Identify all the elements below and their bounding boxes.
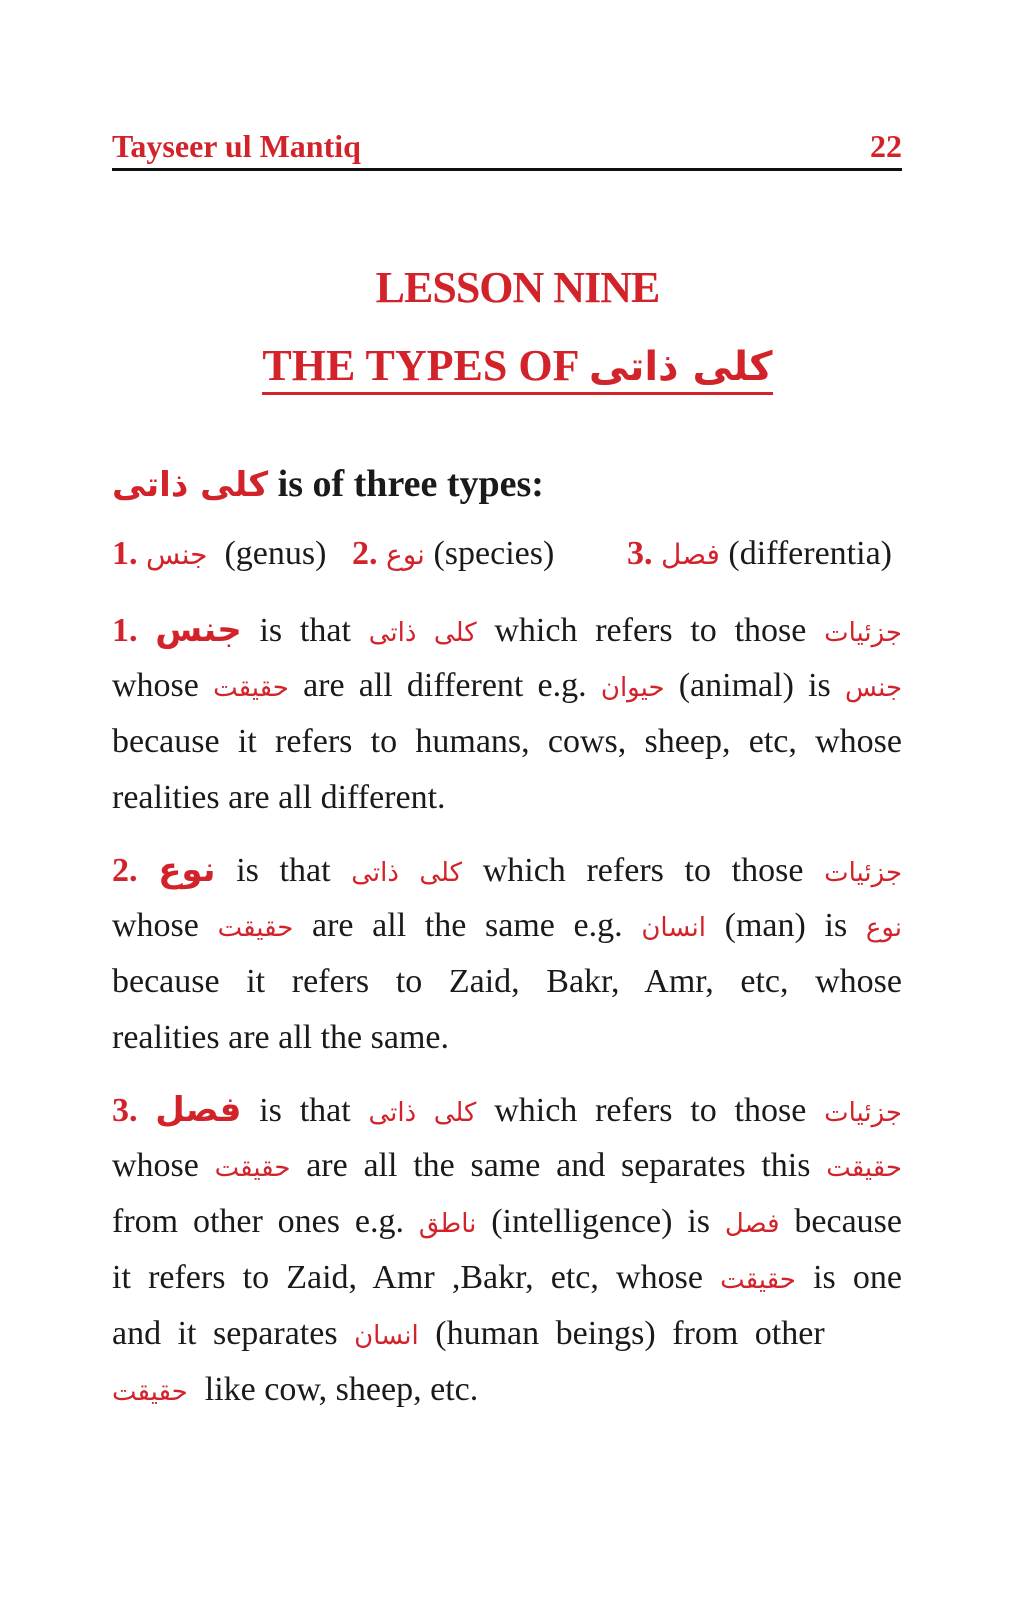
text-span: and it separates [112,1315,338,1352]
urdu-term: حیوان [600,673,665,703]
urdu-term: جزئیات [824,858,903,888]
text-span: (intelligence) is [491,1203,710,1240]
type-num: 2. [352,535,378,572]
text-span: which refers to those [494,612,807,649]
urdu-term: حقیقت [826,1153,902,1183]
urdu-term: حقیقت [214,1153,291,1183]
genus-line-4: realities are all different. [112,779,446,816]
urdu-term: حقیقت [217,913,294,943]
differentia-line-6 [112,1368,902,1414]
chapter-title-text: THE TYPES OF [262,341,578,390]
urdu-term: فصل [724,1209,780,1239]
types-list [112,535,902,573]
text-span: (human beings) from other [435,1315,825,1352]
genus-line-3: because it refers to humans, cows, sheep, etc, whose [112,723,902,760]
text-span: (man) is [724,907,848,944]
differentia-line-3 [112,1200,902,1246]
chapter-title-urdu: کلی ذاتی [588,344,773,390]
text-span: because [794,1203,902,1240]
type-urdu: نوع [386,538,425,571]
type-item-genus [112,535,326,572]
text-span: it refers to Zaid, Amr ,Bakr, etc, whose [112,1259,703,1296]
text-span: from other ones e.g. [112,1203,404,1240]
page-header [112,128,902,171]
section-term: فصل [155,1090,242,1130]
urdu-term: نوع [865,913,903,943]
urdu-term: حقیقت [112,1377,188,1407]
section-term: نوع [158,850,216,890]
urdu-term: جزئیات [824,618,903,648]
species-line-1 [112,848,902,895]
text-span: are all the same and separates this [306,1147,811,1184]
urdu-term: کلی ذاتی [368,618,477,648]
chapter-title [0,340,1035,391]
species-line-2 [112,904,902,950]
species-line-4: realities are all the same. [112,1019,449,1056]
page-number: 22 [870,128,902,164]
differentia-line-5 [112,1312,902,1358]
differentia-line-2 [112,1144,902,1190]
text-span: (animal) is [678,667,831,704]
section-number: 3. [112,1092,138,1129]
differentia-line-1 [112,1088,902,1135]
differentia-line-4 [112,1256,902,1302]
text-span: is one [813,1259,903,1296]
text-span: which refers to those [494,1092,807,1129]
text-span: whose [112,907,199,944]
text-span: is that [259,1092,351,1129]
text-span: are all the same e.g. [312,907,623,944]
text-span: whose [112,667,199,704]
urdu-term: جنس [844,673,903,703]
text-span: are all different e.g. [303,667,587,704]
type-urdu: جنس [146,538,208,571]
book-title: Tayseer ul Mantiq [112,128,361,164]
urdu-term: حقیقت [213,673,289,703]
text-span: is that [259,612,351,649]
intro-text: is of three types: [277,463,544,505]
genus-line-2 [112,664,902,710]
section-number: 2. [112,852,138,889]
genus-line-1 [112,608,902,655]
urdu-term: ناطق [418,1209,477,1239]
urdu-term: کلی ذاتی [351,858,463,888]
urdu-term: کلی ذاتی [368,1098,477,1128]
urdu-term: حقیقت [720,1265,796,1295]
type-num: 1. [112,535,138,572]
type-item-species [352,535,554,573]
type-gloss: (differentia) [728,535,892,572]
text-span: is that [236,852,331,889]
urdu-term: انسان [641,913,706,943]
type-item-differentia [627,535,892,573]
lesson-title: LESSON NINE [375,263,660,312]
type-num: 3. [627,535,653,572]
text-span: whose [112,1147,199,1184]
type-gloss: (genus) [224,535,327,572]
urdu-term: جزئیات [824,1098,902,1128]
intro-urdu: کلی ذاتی [112,465,269,505]
intro-line [112,462,544,506]
section-term: جنس [155,610,242,650]
species-line-3: because it refers to Zaid, Bakr, Amr, etc, whose [112,963,902,1000]
section-number: 1. [112,612,138,649]
type-urdu: فصل [661,538,720,571]
urdu-term: انسان [354,1321,419,1351]
type-gloss: (species) [433,535,555,572]
text-span: which refers to those [482,852,804,889]
text-span: like cow, sheep, etc. [204,1371,479,1408]
